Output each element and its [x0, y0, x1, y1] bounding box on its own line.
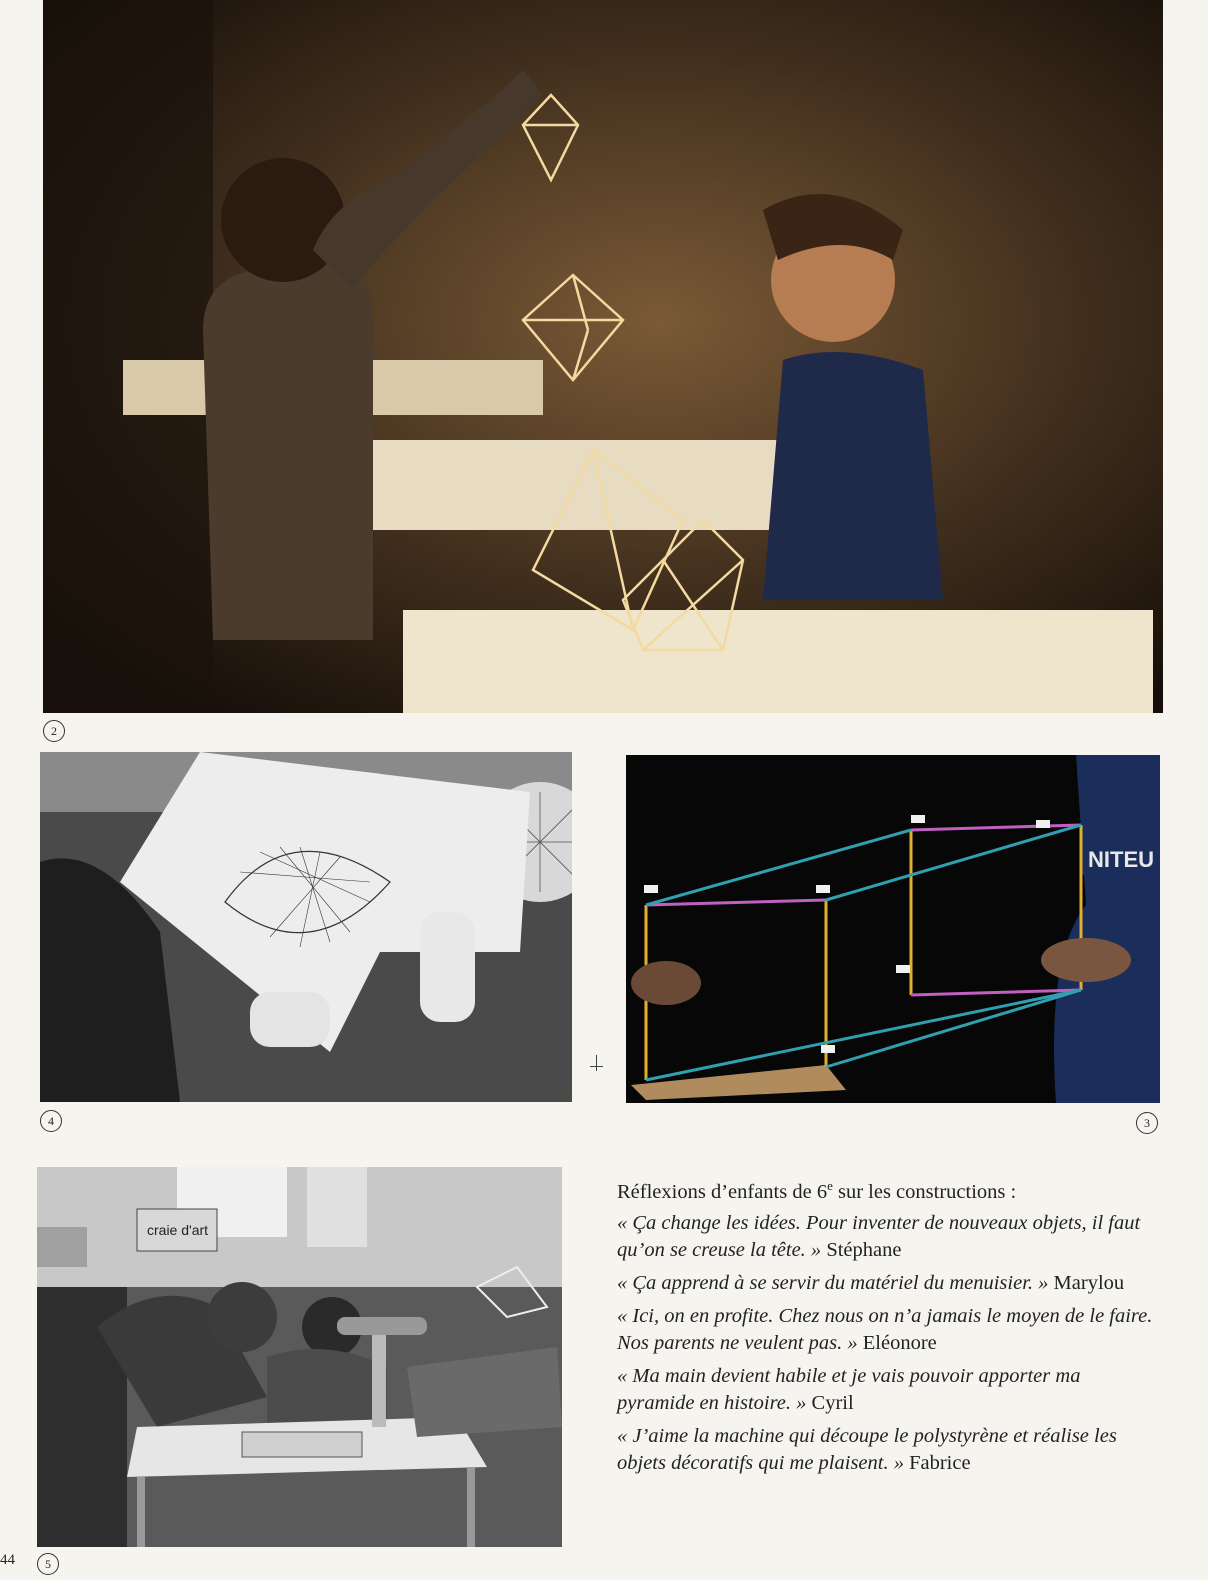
shirt-lettering: NITEU — [1088, 847, 1154, 872]
page-number: 44 — [0, 1552, 15, 1568]
figure-number-5: 5 — [37, 1553, 59, 1575]
photo-colored-prism — [626, 755, 1160, 1103]
photo-children-polyhedra — [43, 0, 1163, 713]
photo-workshop-children — [37, 1167, 562, 1547]
article-text — [617, 1172, 1162, 1483]
quote-stephane: « Ça change les idées. Pour inventer de nouveaux objets, il faut qu’on se creuse la tête. » Stéphane — [617, 1211, 1141, 1261]
quote-eleonore: « Ici, on en profite. Chez nous on n’a jamais le moyen de le faire. Nos parents ne veulent pas. » Eléonore — [617, 1304, 1153, 1354]
box-label: craie d'art — [147, 1222, 209, 1238]
figure-number-4: 4 — [40, 1110, 62, 1132]
crop-mark — [596, 1055, 597, 1071]
quote-cyril: « Ma main devient habile et je vais pouvoir apporter ma pyramide en histoire. » Cyril — [617, 1364, 1081, 1414]
quote-fabrice: « J’aime la machine qui découpe le polystyrène et réalise les objets décoratifs qui me plaisent. » Fabrice — [617, 1424, 1117, 1474]
photo-polyhedra-scene — [43, 0, 1163, 713]
photo-string-art-scene — [40, 752, 572, 1102]
article-intro: Réflexions d’enfants de 6e sur les constructions : — [617, 1178, 1017, 1203]
quote-marylou: « Ça apprend à se servir du matériel du menuisier. » Marylou — [617, 1271, 1125, 1294]
figure-number-3: 3 — [1136, 1112, 1158, 1134]
photo-string-art-card — [40, 752, 572, 1102]
photo-workshop-scene — [37, 1167, 562, 1547]
photo-prism-scene — [626, 755, 1160, 1103]
crop-mark-horizontal — [590, 1066, 603, 1067]
figure-number-2: 2 — [43, 720, 65, 742]
